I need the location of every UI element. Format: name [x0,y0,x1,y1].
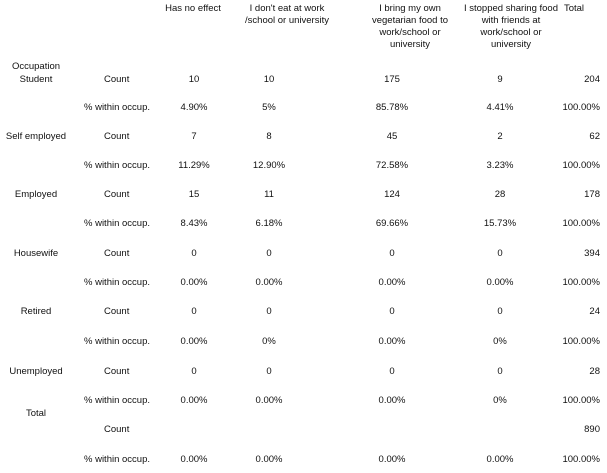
header-total: Total [563,3,585,14]
row-label-student: Student [19,74,53,85]
table-cell-total: 204 [584,74,600,85]
table-cell: 0 [191,306,197,317]
table-cell: 2 [497,131,503,142]
table-cell: 12.90% [252,160,286,171]
table-cell: 0.00% [378,454,406,465]
table-cell-total: 100.00% [562,102,600,113]
table-cell: 0.00% [255,454,283,465]
table-cell-total: 394 [584,248,600,259]
header-stopped-sharing: I stopped sharing food with friends at work/school or university [463,3,558,50]
table-cell: 0.00% [378,336,406,347]
table-cell: 0 [266,366,272,377]
table-cell: 7 [191,131,197,142]
table-cell: 85.78% [375,102,409,113]
table-cell: 0.00% [378,277,406,288]
table-cell: 45 [386,131,398,142]
table-cell: 0% [262,336,276,347]
table-cell: 9 [497,74,503,85]
stat-label: Count [104,74,130,85]
table-cell: 4.90% [180,102,208,113]
table-cell: 11 [264,189,274,200]
table-cell-total: 100.00% [562,336,600,347]
table-cell-total: 890 [584,424,600,435]
table-cell-total: 100.00% [562,277,600,288]
table-cell-total: 178 [584,189,600,200]
table-cell: 0 [191,366,197,377]
table-cell: 175 [384,74,400,85]
table-cell: 10 [263,74,275,85]
table-cell: 72.58% [375,160,409,171]
stat-label: % within occup. [84,454,151,465]
row-label-retired: Retired [20,306,52,317]
table-cell: 0 [497,366,503,377]
table-cell: 5% [262,102,276,113]
table-cell-total: 28 [589,366,600,377]
table-cell: 0 [191,248,197,259]
table-cell: 124 [384,189,400,200]
stat-label: % within occup. [84,160,151,171]
table-cell: 3.23% [486,160,514,171]
table-cell: 15.73% [483,218,517,229]
table-cell: 0 [389,248,395,259]
stat-label: Count [104,366,130,377]
table-cell: 0 [266,248,272,259]
header-bring-own-food: I bring my own vegetarian food to work/school or university [371,3,449,50]
row-label-employed: Employed [14,189,58,200]
table-cell: 0.00% [255,277,283,288]
table-cell: 69.66% [375,218,409,229]
table-cell: 0.00% [378,395,406,406]
stat-label: Count [104,306,130,317]
table-cell: 8.43% [180,218,208,229]
table-cell: 15 [188,189,200,200]
row-label-unemployed: Unemployed [9,366,63,377]
row-label-total: Total [25,408,47,419]
table-cell: 0.00% [486,277,514,288]
stat-label: % within occup. [84,336,151,347]
table-cell: 28 [494,189,506,200]
stat-label: % within occup. [84,395,151,406]
occupation-label: Occupation [11,61,61,72]
table-cell: 0 [497,248,503,259]
table-cell-total: 100.00% [562,218,600,229]
table-cell-total: 62 [589,131,600,142]
table-cell-total: 24 [589,306,600,317]
table-cell: 0 [266,306,272,317]
stat-label: % within occup. [84,218,151,229]
table-cell: 8 [266,131,272,142]
table-cell: 0.00% [180,395,208,406]
table-cell: 0% [493,336,507,347]
table-cell: 0% [493,395,507,406]
stat-label: Count [104,424,130,435]
stat-label: % within occup. [84,277,151,288]
table-cell: 0.00% [255,395,283,406]
table-cell: 0.00% [486,454,514,465]
table-cell: 11.29% [178,160,210,171]
table-cell: 0 [497,306,503,317]
header-dont-eat: I don't eat at work /school or university [245,3,329,26]
table-cell-total: 100.00% [562,160,600,171]
stat-label: Count [104,248,130,259]
table-cell: 0 [389,306,395,317]
stat-label: Count [104,189,130,200]
table-cell: 0.00% [180,336,208,347]
stat-label: % within occup. [84,102,151,113]
row-label-housewife: Housewife [13,248,59,259]
table-cell: 0.00% [180,454,208,465]
table-cell: 6.18% [255,218,283,229]
row-label-self-employed: Self employed [5,131,67,142]
stat-label: Count [104,131,130,142]
table-cell: 0.00% [180,277,208,288]
table-cell-total: 100.00% [562,395,600,406]
table-cell: 4.41% [486,102,514,113]
table-cell-total: 100.00% [562,454,600,465]
header-has-no-effect: Has no effect [165,3,221,14]
table-cell: 10 [188,74,200,85]
table-cell: 0 [389,366,395,377]
